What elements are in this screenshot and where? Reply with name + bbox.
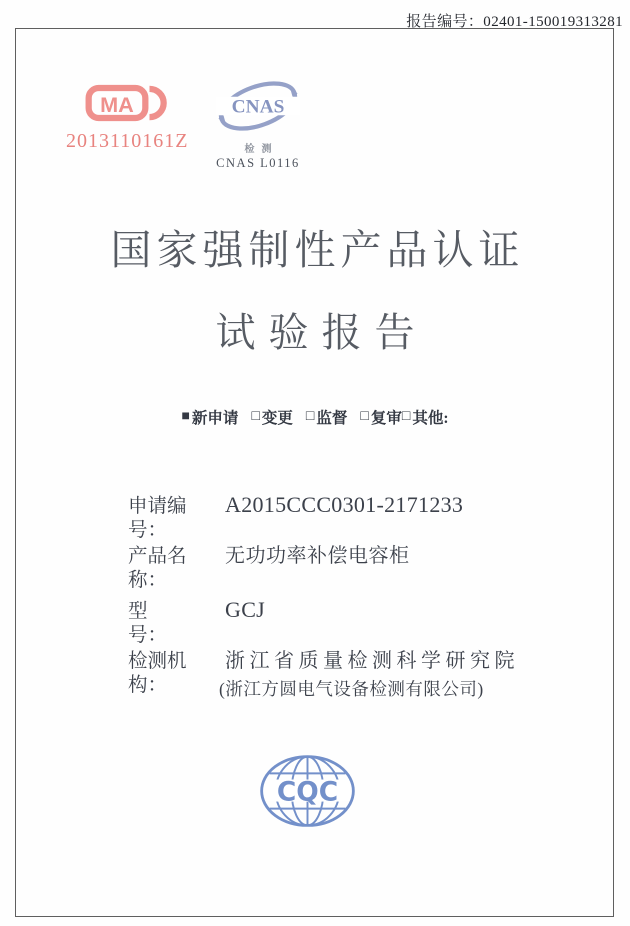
checkbox-change <box>251 406 292 428</box>
field-product-name <box>128 544 410 593</box>
checkbox-review <box>360 406 401 428</box>
cqc-logo-letters: CQC <box>276 776 339 808</box>
field-label: 申请编号： <box>128 496 187 541</box>
checkbox-new-application <box>181 406 238 428</box>
application-type-row <box>0 406 630 428</box>
product-name-value: 无功功率补偿电容柜 <box>225 545 410 567</box>
checkbox-label: 复审 <box>370 410 402 427</box>
checkbox-label: 变更 <box>261 410 293 427</box>
report-number-label: 报告编号： <box>406 14 484 30</box>
cnas-logo-block <box>202 74 314 171</box>
cma-logo-letters: MA <box>100 92 134 118</box>
checkbox-empty-icon: □ <box>305 409 315 424</box>
checkbox-supervision <box>306 406 347 428</box>
test-organization-name: 浙江省质量检测科学研究院 <box>225 650 519 672</box>
cma-license-number: 2013110161Z <box>66 130 189 152</box>
checkbox-label: 其他: <box>412 410 449 427</box>
cnas-logo-letters: CNAS <box>231 96 285 118</box>
cqc-logo-icon <box>259 753 356 829</box>
cnas-logo-icon <box>214 74 302 138</box>
document-title-line1: 国家强制性产品认证 <box>110 227 525 273</box>
field-label: 检测机构： <box>128 651 187 696</box>
application-number-value: A2015CCC0301-2171233 <box>225 492 464 517</box>
checkbox-label: 监督 <box>316 410 348 427</box>
field-application-number <box>128 492 463 543</box>
field-label: 型 号： <box>128 601 187 646</box>
checkbox-empty-icon: □ <box>401 409 411 424</box>
report-number-value: 02401-150019313281 <box>483 14 623 30</box>
report-number-line <box>0 10 623 31</box>
field-model <box>128 597 265 648</box>
field-label: 产品名称： <box>128 546 187 591</box>
model-value: GCJ <box>225 597 266 622</box>
cnas-caption: 检测 <box>244 144 279 155</box>
checkbox-filled-icon: ■ <box>181 409 190 424</box>
cqc-logo-block <box>259 753 371 829</box>
checkbox-label: 新申请 <box>191 410 239 427</box>
test-organization-alias: (浙江方圆电气设备检测有限公司) <box>219 679 484 699</box>
cma-logo-icon <box>85 83 169 123</box>
document-title-line2: 试验报告 <box>215 310 428 355</box>
checkbox-other <box>402 406 449 428</box>
checkbox-empty-icon: □ <box>251 409 260 424</box>
checkbox-empty-icon: □ <box>360 409 369 424</box>
cnas-code: CNAS L0116 <box>216 156 300 170</box>
cma-logo-block <box>66 83 188 153</box>
